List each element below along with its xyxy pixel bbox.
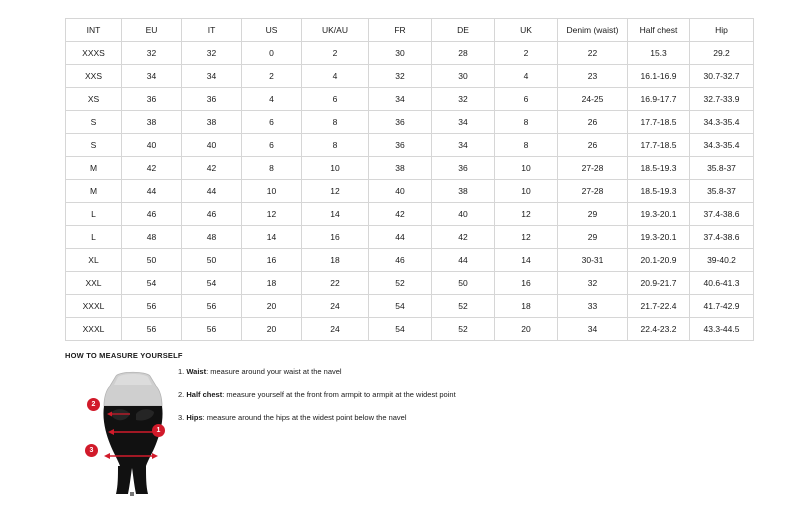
cell-hip: 35.8-37 — [690, 157, 754, 180]
cell-eu: 54 — [122, 272, 182, 295]
cell-half-chest: 20.1-20.9 — [628, 249, 690, 272]
cell-us: 18 — [242, 272, 302, 295]
cell-de: 40 — [432, 203, 495, 226]
cell-int: XXXS — [66, 42, 122, 65]
step-term: Half chest — [186, 390, 223, 399]
cell-de: 34 — [432, 134, 495, 157]
cell-it: 44 — [182, 180, 242, 203]
cell-hip: 29.2 — [690, 42, 754, 65]
step-term: Hips — [186, 413, 203, 422]
column-header-int: INT — [66, 19, 122, 42]
cell-de: 52 — [432, 318, 495, 341]
cell-int: M — [66, 157, 122, 180]
badge-waist: 1 — [152, 424, 165, 437]
cell-us: 4 — [242, 88, 302, 111]
cell-denim-waist: 27-28 — [558, 157, 628, 180]
cell-de: 28 — [432, 42, 495, 65]
cell-hip: 30.7-32.7 — [690, 65, 754, 88]
cell-denim-waist: 24-25 — [558, 88, 628, 111]
cell-fr: 40 — [369, 180, 432, 203]
cell-uk-au: 8 — [302, 111, 369, 134]
cell-denim-waist: 26 — [558, 134, 628, 157]
cell-denim-waist: 33 — [558, 295, 628, 318]
cell-it: 54 — [182, 272, 242, 295]
cell-uk-au: 16 — [302, 226, 369, 249]
cell-eu: 34 — [122, 65, 182, 88]
cell-us: 0 — [242, 42, 302, 65]
cell-uk: 8 — [495, 111, 558, 134]
cell-eu: 56 — [122, 318, 182, 341]
cell-int: XS — [66, 88, 122, 111]
cell-half-chest: 18.5-19.3 — [628, 180, 690, 203]
column-header-hip: Hip — [690, 19, 754, 42]
cell-hip: 37.4-38.6 — [690, 203, 754, 226]
cell-denim-waist: 29 — [558, 226, 628, 249]
cell-eu: 36 — [122, 88, 182, 111]
cell-it: 38 — [182, 111, 242, 134]
cell-it: 40 — [182, 134, 242, 157]
cell-us: 12 — [242, 203, 302, 226]
size-table-body — [66, 42, 754, 341]
cell-it: 46 — [182, 203, 242, 226]
cell-eu: 42 — [122, 157, 182, 180]
cell-fr: 38 — [369, 157, 432, 180]
cell-us: 2 — [242, 65, 302, 88]
cell-it: 34 — [182, 65, 242, 88]
column-header-denim-waist: Denim (waist) — [558, 19, 628, 42]
cell-fr: 42 — [369, 203, 432, 226]
cell-eu: 56 — [122, 295, 182, 318]
cell-de: 42 — [432, 226, 495, 249]
cell-uk-au: 4 — [302, 65, 369, 88]
cell-fr: 54 — [369, 295, 432, 318]
cell-fr: 30 — [369, 42, 432, 65]
step-text: : measure around the hips at the widest point below the navel — [202, 413, 407, 422]
measure-steps — [178, 366, 578, 435]
cell-denim-waist: 23 — [558, 65, 628, 88]
cell-uk: 8 — [495, 134, 558, 157]
column-header-half-chest: Half chest — [628, 19, 690, 42]
cell-us: 8 — [242, 157, 302, 180]
size-table-container — [65, 18, 740, 341]
cell-uk-au: 10 — [302, 157, 369, 180]
cell-it: 56 — [182, 295, 242, 318]
cell-denim-waist: 32 — [558, 272, 628, 295]
cell-de: 30 — [432, 65, 495, 88]
column-header-us: US — [242, 19, 302, 42]
step-number: 1. — [178, 367, 185, 376]
cell-hip: 43.3-44.5 — [690, 318, 754, 341]
cell-hip: 40.6-41.3 — [690, 272, 754, 295]
cell-uk: 12 — [495, 203, 558, 226]
cell-denim-waist: 27-28 — [558, 180, 628, 203]
table-header-row — [66, 19, 754, 42]
table-row — [66, 226, 754, 249]
cell-uk-au: 24 — [302, 295, 369, 318]
cell-eu: 48 — [122, 226, 182, 249]
cell-fr: 36 — [369, 111, 432, 134]
table-row — [66, 42, 754, 65]
cell-uk: 12 — [495, 226, 558, 249]
cell-de: 38 — [432, 180, 495, 203]
cell-uk: 10 — [495, 157, 558, 180]
column-header-de: DE — [432, 19, 495, 42]
table-row — [66, 295, 754, 318]
cell-eu: 46 — [122, 203, 182, 226]
cell-uk-au: 18 — [302, 249, 369, 272]
measure-step-waist — [178, 366, 578, 377]
cell-eu: 44 — [122, 180, 182, 203]
column-header-fr: FR — [369, 19, 432, 42]
cell-it: 48 — [182, 226, 242, 249]
cell-uk-au: 2 — [302, 42, 369, 65]
measure-step-half-chest — [178, 389, 578, 400]
cell-uk: 16 — [495, 272, 558, 295]
cell-us: 20 — [242, 295, 302, 318]
table-row — [66, 65, 754, 88]
cell-us: 6 — [242, 134, 302, 157]
step-term: Waist — [186, 367, 207, 376]
cell-eu: 50 — [122, 249, 182, 272]
size-table — [65, 18, 754, 341]
cell-uk: 10 — [495, 180, 558, 203]
column-header-eu: EU — [122, 19, 182, 42]
cell-de: 36 — [432, 157, 495, 180]
cell-int: L — [66, 203, 122, 226]
cell-it: 42 — [182, 157, 242, 180]
table-row — [66, 249, 754, 272]
cell-int: M — [66, 180, 122, 203]
cell-half-chest: 17.7-18.5 — [628, 134, 690, 157]
cell-hip: 35.8-37 — [690, 180, 754, 203]
cell-half-chest: 17.7-18.5 — [628, 111, 690, 134]
cell-uk: 20 — [495, 318, 558, 341]
cell-us: 14 — [242, 226, 302, 249]
cell-denim-waist: 34 — [558, 318, 628, 341]
cell-half-chest: 20.9-21.7 — [628, 272, 690, 295]
cell-uk-au: 24 — [302, 318, 369, 341]
cell-hip: 32.7-33.9 — [690, 88, 754, 111]
cell-uk: 2 — [495, 42, 558, 65]
badge-hips: 3 — [85, 444, 98, 457]
step-number: 2. — [178, 390, 185, 399]
table-row — [66, 203, 754, 226]
mannequin-illustration — [78, 368, 188, 498]
cell-fr: 46 — [369, 249, 432, 272]
cell-int: L — [66, 226, 122, 249]
cell-us: 10 — [242, 180, 302, 203]
column-header-uk: UK — [495, 19, 558, 42]
table-row — [66, 111, 754, 134]
cell-uk-au: 14 — [302, 203, 369, 226]
table-row — [66, 157, 754, 180]
cell-us: 16 — [242, 249, 302, 272]
cell-eu: 32 — [122, 42, 182, 65]
cell-uk: 18 — [495, 295, 558, 318]
step-text: : measure around your waist at the navel — [206, 367, 342, 376]
cell-us: 6 — [242, 111, 302, 134]
cell-int: S — [66, 111, 122, 134]
cell-half-chest: 15.3 — [628, 42, 690, 65]
step-number: 3. — [178, 413, 185, 422]
cell-fr: 52 — [369, 272, 432, 295]
cell-fr: 34 — [369, 88, 432, 111]
cell-eu: 38 — [122, 111, 182, 134]
cell-int: XL — [66, 249, 122, 272]
cell-half-chest: 16.1-16.9 — [628, 65, 690, 88]
step-text: : measure yourself at the front from armpit to armpit at the widest point — [222, 390, 456, 399]
cell-hip: 37.4-38.6 — [690, 226, 754, 249]
cell-hip: 39-40.2 — [690, 249, 754, 272]
cell-uk-au: 6 — [302, 88, 369, 111]
cell-de: 32 — [432, 88, 495, 111]
table-row — [66, 88, 754, 111]
cell-de: 50 — [432, 272, 495, 295]
table-row — [66, 134, 754, 157]
column-header-it: IT — [182, 19, 242, 42]
cell-fr: 54 — [369, 318, 432, 341]
cell-de: 44 — [432, 249, 495, 272]
cell-uk-au: 22 — [302, 272, 369, 295]
cell-denim-waist: 22 — [558, 42, 628, 65]
cell-int: XXL — [66, 272, 122, 295]
cell-eu: 40 — [122, 134, 182, 157]
cell-it: 56 — [182, 318, 242, 341]
cell-denim-waist: 26 — [558, 111, 628, 134]
cell-hip: 41.7-42.9 — [690, 295, 754, 318]
cell-it: 36 — [182, 88, 242, 111]
cell-half-chest: 19.3-20.1 — [628, 226, 690, 249]
table-row — [66, 318, 754, 341]
size-table-header — [66, 19, 754, 42]
cell-half-chest: 19.3-20.1 — [628, 203, 690, 226]
cell-fr: 44 — [369, 226, 432, 249]
cell-it: 32 — [182, 42, 242, 65]
cell-hip: 34.3-35.4 — [690, 111, 754, 134]
cell-it: 50 — [182, 249, 242, 272]
cell-uk-au: 12 — [302, 180, 369, 203]
cell-int: XXS — [66, 65, 122, 88]
cell-fr: 32 — [369, 65, 432, 88]
cell-de: 52 — [432, 295, 495, 318]
cell-uk-au: 8 — [302, 134, 369, 157]
cell-us: 20 — [242, 318, 302, 341]
cell-half-chest: 16.9-17.7 — [628, 88, 690, 111]
cell-fr: 36 — [369, 134, 432, 157]
cell-uk: 14 — [495, 249, 558, 272]
cell-hip: 34.3-35.4 — [690, 134, 754, 157]
column-header-uk-au: UK/AU — [302, 19, 369, 42]
cell-int: S — [66, 134, 122, 157]
cell-uk: 6 — [495, 88, 558, 111]
table-row — [66, 272, 754, 295]
badge-half-chest: 2 — [87, 398, 100, 411]
cell-half-chest: 21.7-22.4 — [628, 295, 690, 318]
cell-int: XXXL — [66, 318, 122, 341]
cell-int: XXXL — [66, 295, 122, 318]
cell-half-chest: 18.5-19.3 — [628, 157, 690, 180]
cell-half-chest: 22.4-23.2 — [628, 318, 690, 341]
how-to-measure-title: HOW TO MEASURE YOURSELF — [65, 351, 183, 360]
cell-uk: 4 — [495, 65, 558, 88]
table-row — [66, 180, 754, 203]
cell-de: 34 — [432, 111, 495, 134]
cell-denim-waist: 30-31 — [558, 249, 628, 272]
cell-denim-waist: 29 — [558, 203, 628, 226]
measure-step-hips — [178, 412, 578, 423]
